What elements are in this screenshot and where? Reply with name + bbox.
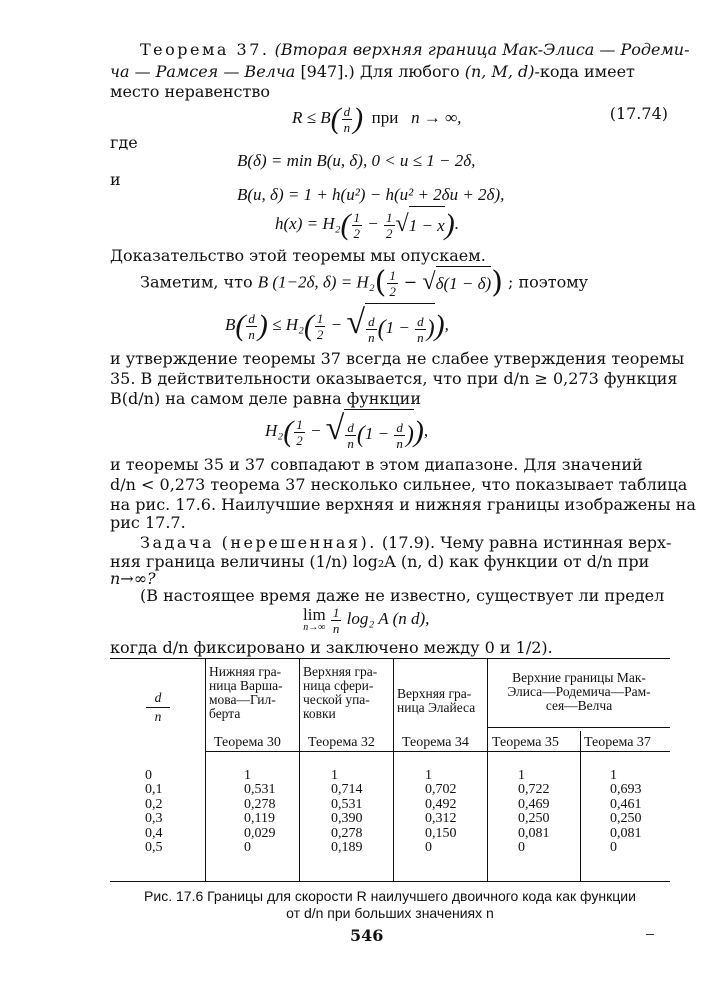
theorem-heading-line2 (110, 62, 635, 82)
theorem-code-params: (n, M, d) (464, 62, 535, 81)
formula-limit-problem: lim n→∞ $\frac{1}{n}$ log₂ A (n d), (303, 604, 430, 636)
after-line-3: на рис. 17.6. Наилучшие верхняя и нижняя границы изображены на (110, 495, 696, 514)
theorem-heading-line1 (140, 40, 690, 60)
table-cell-t34: 1 (425, 768, 432, 783)
table-cell-t34: 0 (425, 840, 432, 855)
table-cell-t37: 0,693 (610, 782, 642, 798)
formula-R: R ≤ B (292, 108, 331, 127)
problem-note-3: когда d/n фиксировано и заключено между 0 и 1/2). (110, 638, 553, 657)
formula-17-74: R ≤ B( $\frac{d}{n}$ ) при n → ∞, (292, 102, 462, 136)
table-cell-t37: 0 (610, 840, 617, 855)
table-cell-t35: 0,722 (518, 782, 550, 798)
table-cell-t30: 0,531 (244, 782, 276, 798)
header-mrrw-l2: Элиса—Родемича—Рам- (507, 684, 651, 699)
header-mrrw-l3: сея—Велча (545, 698, 613, 713)
table-cell-t32: 0,390 (331, 811, 363, 827)
theorem-32-label: Теорема 32 (308, 735, 375, 750)
remark-paragraph-3: B(d/n) на самом деле равна функции (110, 389, 421, 408)
table-cell-t35: 0,469 (518, 796, 550, 812)
figure-caption-1: Рис. 17.6 Границы для скорости R наилучшего двоичного кода как функции (144, 888, 636, 904)
header-t30-l4: берта (209, 706, 241, 721)
formula-limit: n → ∞, (411, 108, 462, 127)
after-line-1: и теоремы 35 и 37 совпадают в этом диапазоне. Для значений (110, 455, 643, 474)
equation-number: (17.74) (609, 104, 668, 123)
and-word: и (110, 170, 121, 189)
after-line-4: рис 17.7. (110, 513, 186, 532)
table-cell-t34: 0,702 (425, 782, 457, 798)
remark-end: ; поэтому (508, 272, 589, 292)
lim-word: lim (303, 605, 326, 625)
problem-label: Задача (нерешенная). (140, 533, 377, 552)
lim-subscript: n→∞ (303, 622, 326, 634)
theorem-statement-1: Для любого (359, 62, 460, 81)
table-cell-dn: 0 (145, 768, 152, 783)
header-t32-l1: Верхняя гра- (303, 664, 378, 679)
table-cell-dn: 0,2 (145, 796, 163, 812)
table-cell-t32: 0,714 (331, 782, 363, 798)
remark-paragraph-1: и утверждение теоремы 37 всегда не слабее утверждения теоремы (110, 349, 685, 368)
theorem-statement-line2: место неравенство (110, 82, 270, 101)
formula-B-delta: B(δ) = min B(u, δ), 0 < u ≤ 1 − 2δ, (237, 151, 476, 170)
table-cell-t30: 0 (244, 840, 251, 855)
header-t30-l1: Нижняя гра- (209, 664, 282, 679)
proof-omitted: Доказательство этой теоремы мы опускаем. (110, 246, 486, 265)
table-cell-t37: 0,461 (610, 796, 642, 812)
dn-num: d (146, 689, 170, 708)
problem-line1-end: Чему равна истинная верх- (440, 533, 672, 552)
table-cell-t34: 0,150 (425, 825, 457, 841)
table-cell-t32: 0,278 (331, 825, 363, 841)
table-cell-dn: 0,5 (145, 840, 163, 855)
theorem-37-label: Теорема 37 (584, 735, 651, 750)
theorem-35-label: Теорема 35 (492, 735, 559, 750)
dn-header (146, 689, 170, 726)
problem-line3: n→∞? (110, 569, 156, 588)
table-cell-t35: 0,081 (518, 825, 550, 841)
problem-line2: няя граница величины (1/n) log₂A (n, d) как функции от d/n при (110, 552, 650, 571)
formula-B-u: B(u, δ) = 1 + h(u²) − h(u² + 2δu + 2δ), (237, 185, 505, 204)
header-t32-l3: ческой упа- (303, 692, 370, 707)
page-dash (646, 934, 654, 935)
table-cell-t34: 0,492 (425, 796, 457, 812)
table-cell-dn: 0,3 (145, 811, 163, 827)
header-t34-l1: Верхняя гра- (397, 686, 472, 701)
figure-caption-2: от d/n при больших значениях n (286, 905, 494, 921)
lim-tail: log₂ A (n d), (346, 609, 430, 628)
formula-h: h(x) = H₂( $\frac{1}{2}$ − $\frac{1}{2}$ √1 − x). (275, 206, 459, 244)
dn-den: n (154, 709, 162, 724)
table-cell-t37: 0,081 (610, 825, 642, 841)
remark-start: Заметим, что (140, 272, 253, 292)
theorem-label: Теорема 37. (140, 40, 270, 59)
header-t34-l2: ница Элайеса (397, 700, 476, 715)
table-cell-t35: 0,250 (518, 811, 550, 827)
table-cell-dn: 0,1 (145, 782, 163, 798)
header-t32-l4: ковки (303, 706, 336, 721)
theorem-title-1: (Вторая верхняя граница Мак-Элиса — Родеми- (274, 40, 690, 59)
table-cell-t32: 0,531 (331, 796, 363, 812)
theorem-title-2: ча — Рамсея — Велча (110, 62, 296, 81)
header-t30 (209, 665, 283, 721)
theorem-30-label: Теорема 30 (214, 735, 281, 750)
where-word: где (110, 133, 138, 152)
header-t30-l2: ница Варша- (209, 678, 283, 693)
header-t34 (397, 687, 475, 715)
formula-inequality-B: B( $\frac{d}{n}$ ) ≤ H₂( $\frac{1}{2}$ − √ $\frac{d}{n}$ (1 − $\frac{d}{n}$ )), (225, 300, 449, 352)
table-cell-t30: 0,119 (244, 811, 275, 827)
header-t30-l3: мова—Гил- (209, 692, 276, 707)
table-cell-t30: 0,029 (244, 825, 276, 841)
header-t32 (303, 665, 377, 721)
header-mrrw-l1: Верхние границы Мак- (512, 670, 646, 685)
table-cell-t34: 0,312 (425, 811, 457, 827)
table-cell-t32: 1 (331, 768, 338, 783)
formula-when: при (371, 108, 399, 127)
table-cell-t37: 1 (610, 768, 617, 783)
table-cell-t37: 0,250 (610, 811, 642, 827)
remark-formula: B (1−2δ, δ) = H₂ (257, 272, 375, 292)
theorem-34-label: Теорема 34 (402, 735, 469, 750)
problem-number: (17.9). (381, 533, 436, 552)
table-cell-t35: 1 (518, 768, 525, 783)
table-cell-t30: 1 (244, 768, 251, 783)
page-number: 546 (350, 926, 384, 945)
theorem-statement-2: -кода имеет (534, 62, 635, 81)
formula-H2-function: H₂( $\frac{1}{2}$ − √ $\frac{d}{n}$ (1 − $\frac{d}{n}$ )), (265, 406, 428, 458)
after-line-2: d/n < 0,273 теорема 37 несколько сильнее, что показывает таблица (110, 475, 688, 494)
table-cell-t32: 0,189 (331, 840, 363, 855)
bounds-table (110, 658, 670, 882)
table-cell-dn: 0,4 (145, 825, 163, 841)
remark-paragraph-2: 35. В действительности оказывается, что при d/n ≥ 0,273 функция (110, 369, 678, 388)
problem-note-1: (В настоящее время даже не известно, существует ли предел (140, 586, 665, 605)
table-cell-t35: 0 (518, 840, 525, 855)
theorem-ref: [947].) (300, 62, 355, 81)
header-t32-l2: ница сфери- (303, 678, 374, 693)
remark-line1: Заметим, что B (1−2δ, δ) = H₂( $\frac{1}{2}$ − √δ(1 − δ)) ; поэтому (140, 265, 589, 300)
table-cell-t30: 0,278 (244, 796, 276, 812)
problem-line1 (140, 533, 671, 553)
formula-h-lhs: h(x) = H₂ (275, 214, 341, 233)
header-t35-37 (494, 671, 664, 713)
